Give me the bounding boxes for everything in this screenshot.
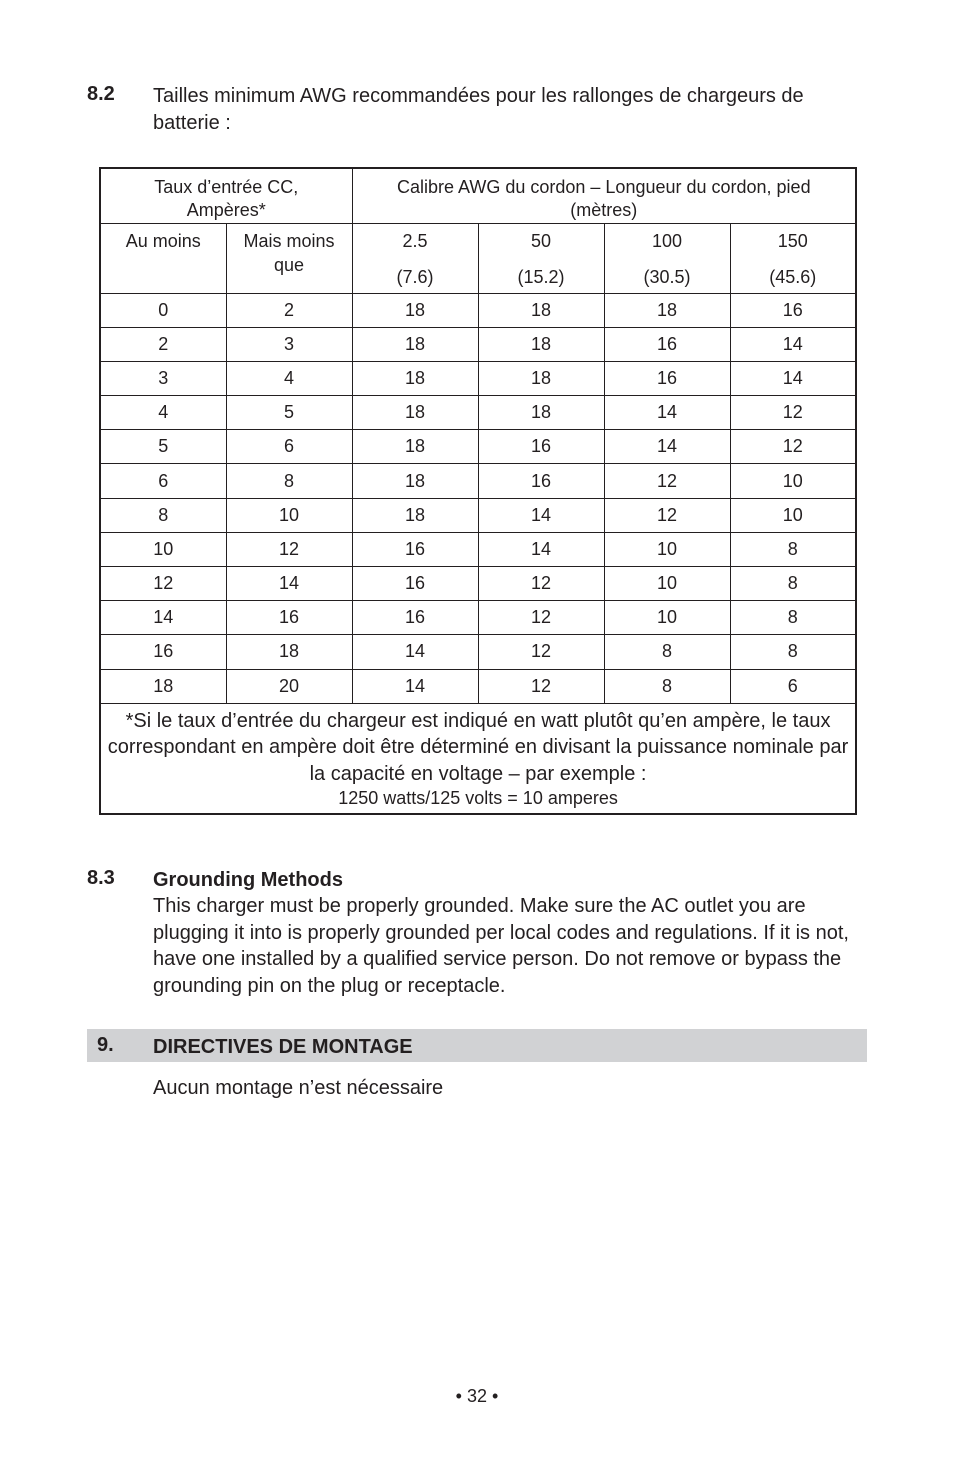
section-8-3-number: 8.3	[87, 867, 115, 889]
table-cell: 3	[100, 361, 226, 395]
header-less-than: Mais moins que	[226, 223, 352, 293]
section-8-2-title: Tailles minimum AWG recommandées pour les rallonges de chargeurs de batterie :	[153, 85, 804, 134]
table-cell: 14	[604, 430, 730, 464]
table-footnote	[100, 703, 856, 814]
table-cell: 16	[730, 293, 856, 327]
length-feet: 50	[531, 230, 552, 251]
length-feet: 100	[651, 230, 683, 251]
table-row	[100, 635, 856, 669]
length-feet: 150	[777, 230, 808, 251]
table-cell: 18	[478, 396, 604, 430]
table-header-row	[100, 168, 856, 223]
table-cell: 10	[730, 464, 856, 498]
length-meters: (15.2)	[517, 266, 565, 287]
table-cell: 2	[100, 327, 226, 361]
table-cell: 10	[100, 532, 226, 566]
table-cell: 3	[226, 327, 352, 361]
table-cell: 12	[730, 430, 856, 464]
length-meters: (45.6)	[769, 266, 817, 287]
table-row	[100, 430, 856, 464]
table-cell: 12	[100, 567, 226, 601]
table-cell: 12	[478, 567, 604, 601]
section-9-body: Aucun montage n’est nécessaire	[153, 1077, 444, 1099]
table-row	[100, 464, 856, 498]
table-cell: 18	[478, 327, 604, 361]
table-cell: 18	[352, 396, 478, 430]
header-at-least: Au moins	[100, 223, 226, 293]
table-cell: 12	[604, 464, 730, 498]
length-meters: (7.6)	[396, 266, 434, 287]
table-cell: 12	[730, 396, 856, 430]
page-number: • 32 •	[455, 1386, 499, 1406]
table-cell: 12	[226, 532, 352, 566]
table-cell: 10	[604, 532, 730, 566]
table-cell: 12	[604, 498, 730, 532]
table-cell: 10	[604, 601, 730, 635]
table-cell: 16	[604, 361, 730, 395]
table-cell: 18	[352, 464, 478, 498]
table-cell: 18	[352, 498, 478, 532]
table-cell: 16	[478, 430, 604, 464]
table-cell: 12	[478, 635, 604, 669]
table-cell: 6	[730, 669, 856, 703]
table-cell: 18	[478, 361, 604, 395]
table-cell: 16	[100, 635, 226, 669]
header-length-4	[730, 223, 856, 293]
table-cell: 10	[226, 498, 352, 532]
table-footnote-section	[100, 703, 856, 814]
table-cell: 5	[100, 430, 226, 464]
table-cell: 8	[730, 601, 856, 635]
awg-table-body	[100, 168, 856, 293]
table-cell: 2	[226, 293, 352, 327]
header-gauge: Calibre AWG du cordon – Longueur du cordon, pied (mètres)	[352, 168, 856, 223]
table-cell: 6	[226, 430, 352, 464]
table-cell: 18	[352, 430, 478, 464]
table-cell: 14	[352, 635, 478, 669]
table-cell: 8	[100, 498, 226, 532]
table-cell: 18	[100, 669, 226, 703]
table-cell: 16	[226, 601, 352, 635]
section-8-3-body: This charger must be properly grounded. Make sure the AC outlet you are plugging it into is properly grounded per local codes and regulations. If it is not, have one installed by a qualified service person. Do not remove or bypass the grounding pin on the plug or receptacle.	[153, 895, 849, 997]
table-row	[100, 601, 856, 635]
footnote-text: *Si le taux d’entrée du chargeur est indiqué en watt plutôt qu’en ampère, le taux correspondant en ampère doit être déterminé en divisant la puissance nominale par la capacité en voltage – par exemple :	[107, 709, 849, 785]
table-subheader-row	[100, 223, 856, 293]
section-8-3-title: Grounding Methods	[153, 869, 343, 891]
table-note-row	[100, 703, 856, 814]
section-9-number: 9.	[97, 1034, 114, 1056]
table-cell: 4	[100, 396, 226, 430]
table-cell: 16	[478, 464, 604, 498]
footnote-example: 1250 watts/125 volts = 10 amperes	[338, 788, 618, 809]
table-cell: 16	[352, 567, 478, 601]
table-cell: 16	[604, 327, 730, 361]
table-cell: 14	[478, 498, 604, 532]
table-cell: 14	[604, 396, 730, 430]
header-input-rate: Taux d’entrée CC, Ampères*	[100, 168, 352, 223]
table-cell: 18	[478, 293, 604, 327]
table-cell: 8	[730, 532, 856, 566]
table-cell: 8	[604, 635, 730, 669]
length-feet: 2.5	[402, 230, 428, 251]
table-cell: 18	[226, 635, 352, 669]
table-row	[100, 293, 856, 327]
table-cell: 18	[352, 361, 478, 395]
table-cell: 20	[226, 669, 352, 703]
header-length-2	[478, 223, 604, 293]
header-length-1	[352, 223, 478, 293]
table-row	[100, 327, 856, 361]
table-cell: 16	[352, 532, 478, 566]
table-row	[100, 532, 856, 566]
table-cell: 14	[100, 601, 226, 635]
table-cell: 14	[226, 567, 352, 601]
table-cell: 12	[478, 601, 604, 635]
table-cell: 10	[730, 498, 856, 532]
table-row	[100, 669, 856, 703]
table-row	[100, 498, 856, 532]
awg-table	[99, 167, 857, 815]
table-cell: 14	[730, 361, 856, 395]
table-cell: 8	[604, 669, 730, 703]
table-row	[100, 361, 856, 395]
table-cell: 18	[352, 293, 478, 327]
table-cell: 14	[478, 532, 604, 566]
table-cell: 5	[226, 396, 352, 430]
header-length-3	[604, 223, 730, 293]
table-cell: 0	[100, 293, 226, 327]
table-cell: 12	[478, 669, 604, 703]
table-data-rows	[100, 293, 856, 703]
table-cell: 14	[352, 669, 478, 703]
table-cell: 18	[604, 293, 730, 327]
table-row	[100, 396, 856, 430]
table-row	[100, 567, 856, 601]
table-cell: 8	[226, 464, 352, 498]
table-cell: 16	[352, 601, 478, 635]
table-cell: 8	[730, 567, 856, 601]
table-cell: 10	[604, 567, 730, 601]
table-cell: 18	[352, 327, 478, 361]
section-8-2-number: 8.2	[87, 83, 115, 105]
length-meters: (30.5)	[643, 266, 691, 287]
table-cell: 8	[730, 635, 856, 669]
table-cell: 4	[226, 361, 352, 395]
section-9-title: DIRECTIVES DE MONTAGE	[153, 1036, 413, 1058]
table-cell: 6	[100, 464, 226, 498]
table-cell: 14	[730, 327, 856, 361]
